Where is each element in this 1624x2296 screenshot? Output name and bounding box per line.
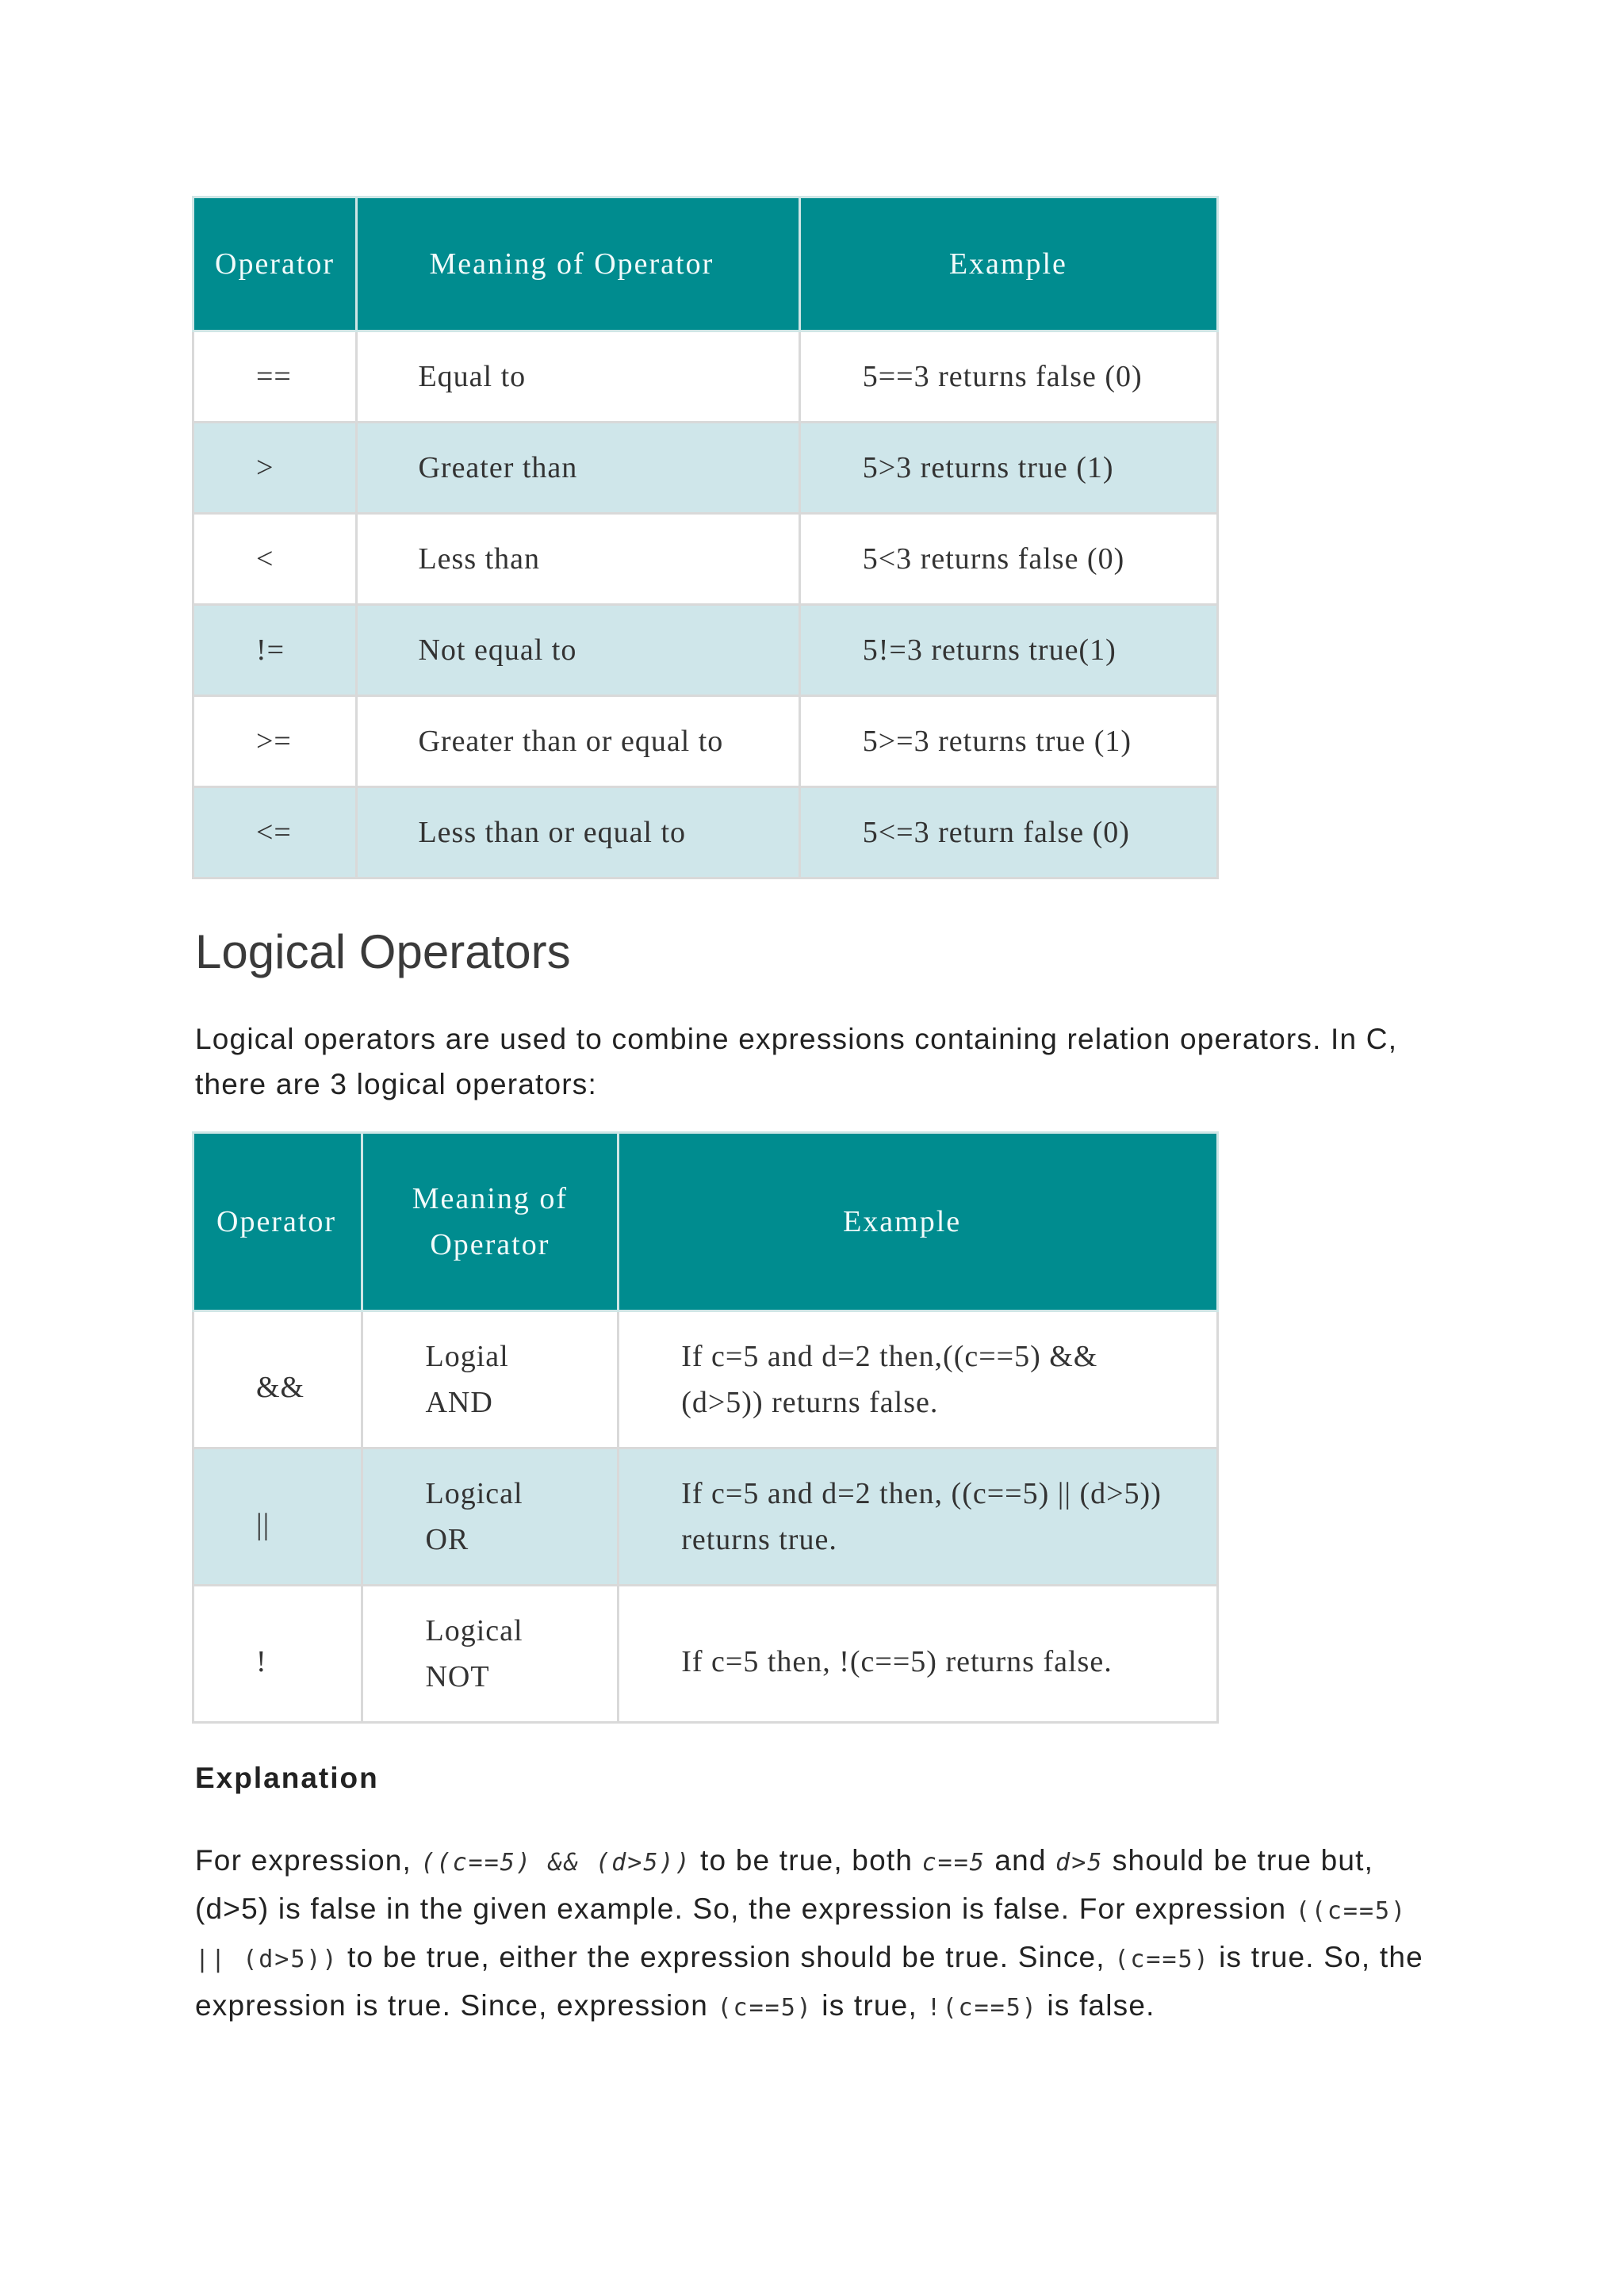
code-run: c==5 <box>921 1849 986 1877</box>
meaning-line: Logical <box>425 1614 523 1647</box>
code-run: d>5 <box>1055 1849 1104 1877</box>
relational-operators-table <box>192 196 1219 879</box>
text-run: is true, <box>812 1989 927 2022</box>
text-run: to be true, either the expression should be true. Since, <box>338 1941 1115 1973</box>
header-operator: Operator <box>193 1133 362 1311</box>
table-row <box>193 1448 1218 1586</box>
logical-operators-table <box>192 1131 1219 1724</box>
code-run: !(c==5) <box>926 1994 1038 2022</box>
operator-cell: == <box>193 331 357 423</box>
table-row <box>193 1586 1218 1723</box>
example-line: If c=5 and d=2 then, ((c==5) || (d>5)) <box>681 1477 1162 1510</box>
header-meaning <box>362 1133 619 1311</box>
code-run: ((c==5) || (d>5)) <box>195 1897 1408 1973</box>
code-run: ((c==5) && (d>5)) <box>420 1849 691 1877</box>
table-row <box>193 1311 1218 1448</box>
code-run: (c==5) <box>1114 1946 1210 1973</box>
header-meaning-line: Operator <box>430 1228 550 1261</box>
header-meaning: Meaning of Operator <box>357 197 799 331</box>
text-run: to be true, both <box>691 1844 922 1877</box>
meaning-line: AND <box>425 1386 493 1419</box>
example-cell <box>619 1448 1218 1586</box>
meaning-cell: Greater than <box>357 423 799 514</box>
operator-cell: < <box>193 514 357 605</box>
operator-cell: ! <box>193 1586 362 1723</box>
meaning-line: NOT <box>425 1660 490 1693</box>
explanation-heading: Explanation <box>195 1762 379 1794</box>
text-run: should be true but, (d>5) is false in the given example. So, the expression is false. For expression <box>195 1844 1374 1925</box>
example-cell: 5==3 returns false (0) <box>799 331 1217 423</box>
text-run: For expression, <box>195 1844 421 1877</box>
meaning-cell <box>362 1586 619 1723</box>
meaning-cell: Not equal to <box>357 605 799 696</box>
table-row <box>193 331 1218 423</box>
table-header-row <box>193 1133 1218 1311</box>
meaning-cell: Less than <box>357 514 799 605</box>
example-cell: If c=5 then, !(c==5) returns false. <box>619 1586 1218 1723</box>
example-cell: 5<=3 return false (0) <box>799 787 1217 878</box>
operator-cell: >= <box>193 696 357 787</box>
table-row <box>193 423 1218 514</box>
meaning-line: Logial <box>425 1340 509 1373</box>
table-row <box>193 605 1218 696</box>
table-header-row <box>193 197 1218 331</box>
operator-cell: <= <box>193 787 357 878</box>
text-run: is false. <box>1037 1989 1155 2022</box>
explanation-paragraph <box>195 1838 1432 2031</box>
example-line: returns true. <box>681 1523 837 1556</box>
example-cell: 5>=3 returns true (1) <box>799 696 1217 787</box>
header-example: Example <box>799 197 1217 331</box>
meaning-cell: Greater than or equal to <box>357 696 799 787</box>
table-row <box>193 696 1218 787</box>
code-run: (c==5) <box>717 1994 813 2022</box>
text-run: is true. So, the expression is true. Since, expression <box>195 1941 1423 2022</box>
meaning-cell: Less than or equal to <box>357 787 799 878</box>
meaning-cell <box>362 1448 619 1586</box>
table-row <box>193 787 1218 878</box>
meaning-line: Logical <box>425 1477 523 1510</box>
intro-paragraph: Logical operators are used to combine expressions containing relation operators. In C, there are 3 logical operators: <box>195 1023 1398 1100</box>
header-meaning-line: Meaning of <box>412 1182 568 1215</box>
example-cell: 5<3 returns false (0) <box>799 514 1217 605</box>
section-heading: Logical Operators <box>195 925 571 978</box>
meaning-cell <box>362 1311 619 1448</box>
example-cell: 5>3 returns true (1) <box>799 423 1217 514</box>
table-row <box>193 514 1218 605</box>
operator-cell: > <box>193 423 357 514</box>
example-cell <box>619 1311 1218 1448</box>
example-line: (d>5)) returns false. <box>681 1386 939 1419</box>
example-cell: 5!=3 returns true(1) <box>799 605 1217 696</box>
header-operator: Operator <box>193 197 357 331</box>
operator-cell: && <box>193 1311 362 1448</box>
header-example: Example <box>619 1133 1218 1311</box>
operator-cell: || <box>193 1448 362 1586</box>
example-line: If c=5 and d=2 then,((c==5) && <box>681 1340 1098 1373</box>
meaning-line: OR <box>425 1523 469 1556</box>
meaning-cell: Equal to <box>357 331 799 423</box>
operator-cell: != <box>193 605 357 696</box>
text-run: and <box>985 1844 1056 1877</box>
